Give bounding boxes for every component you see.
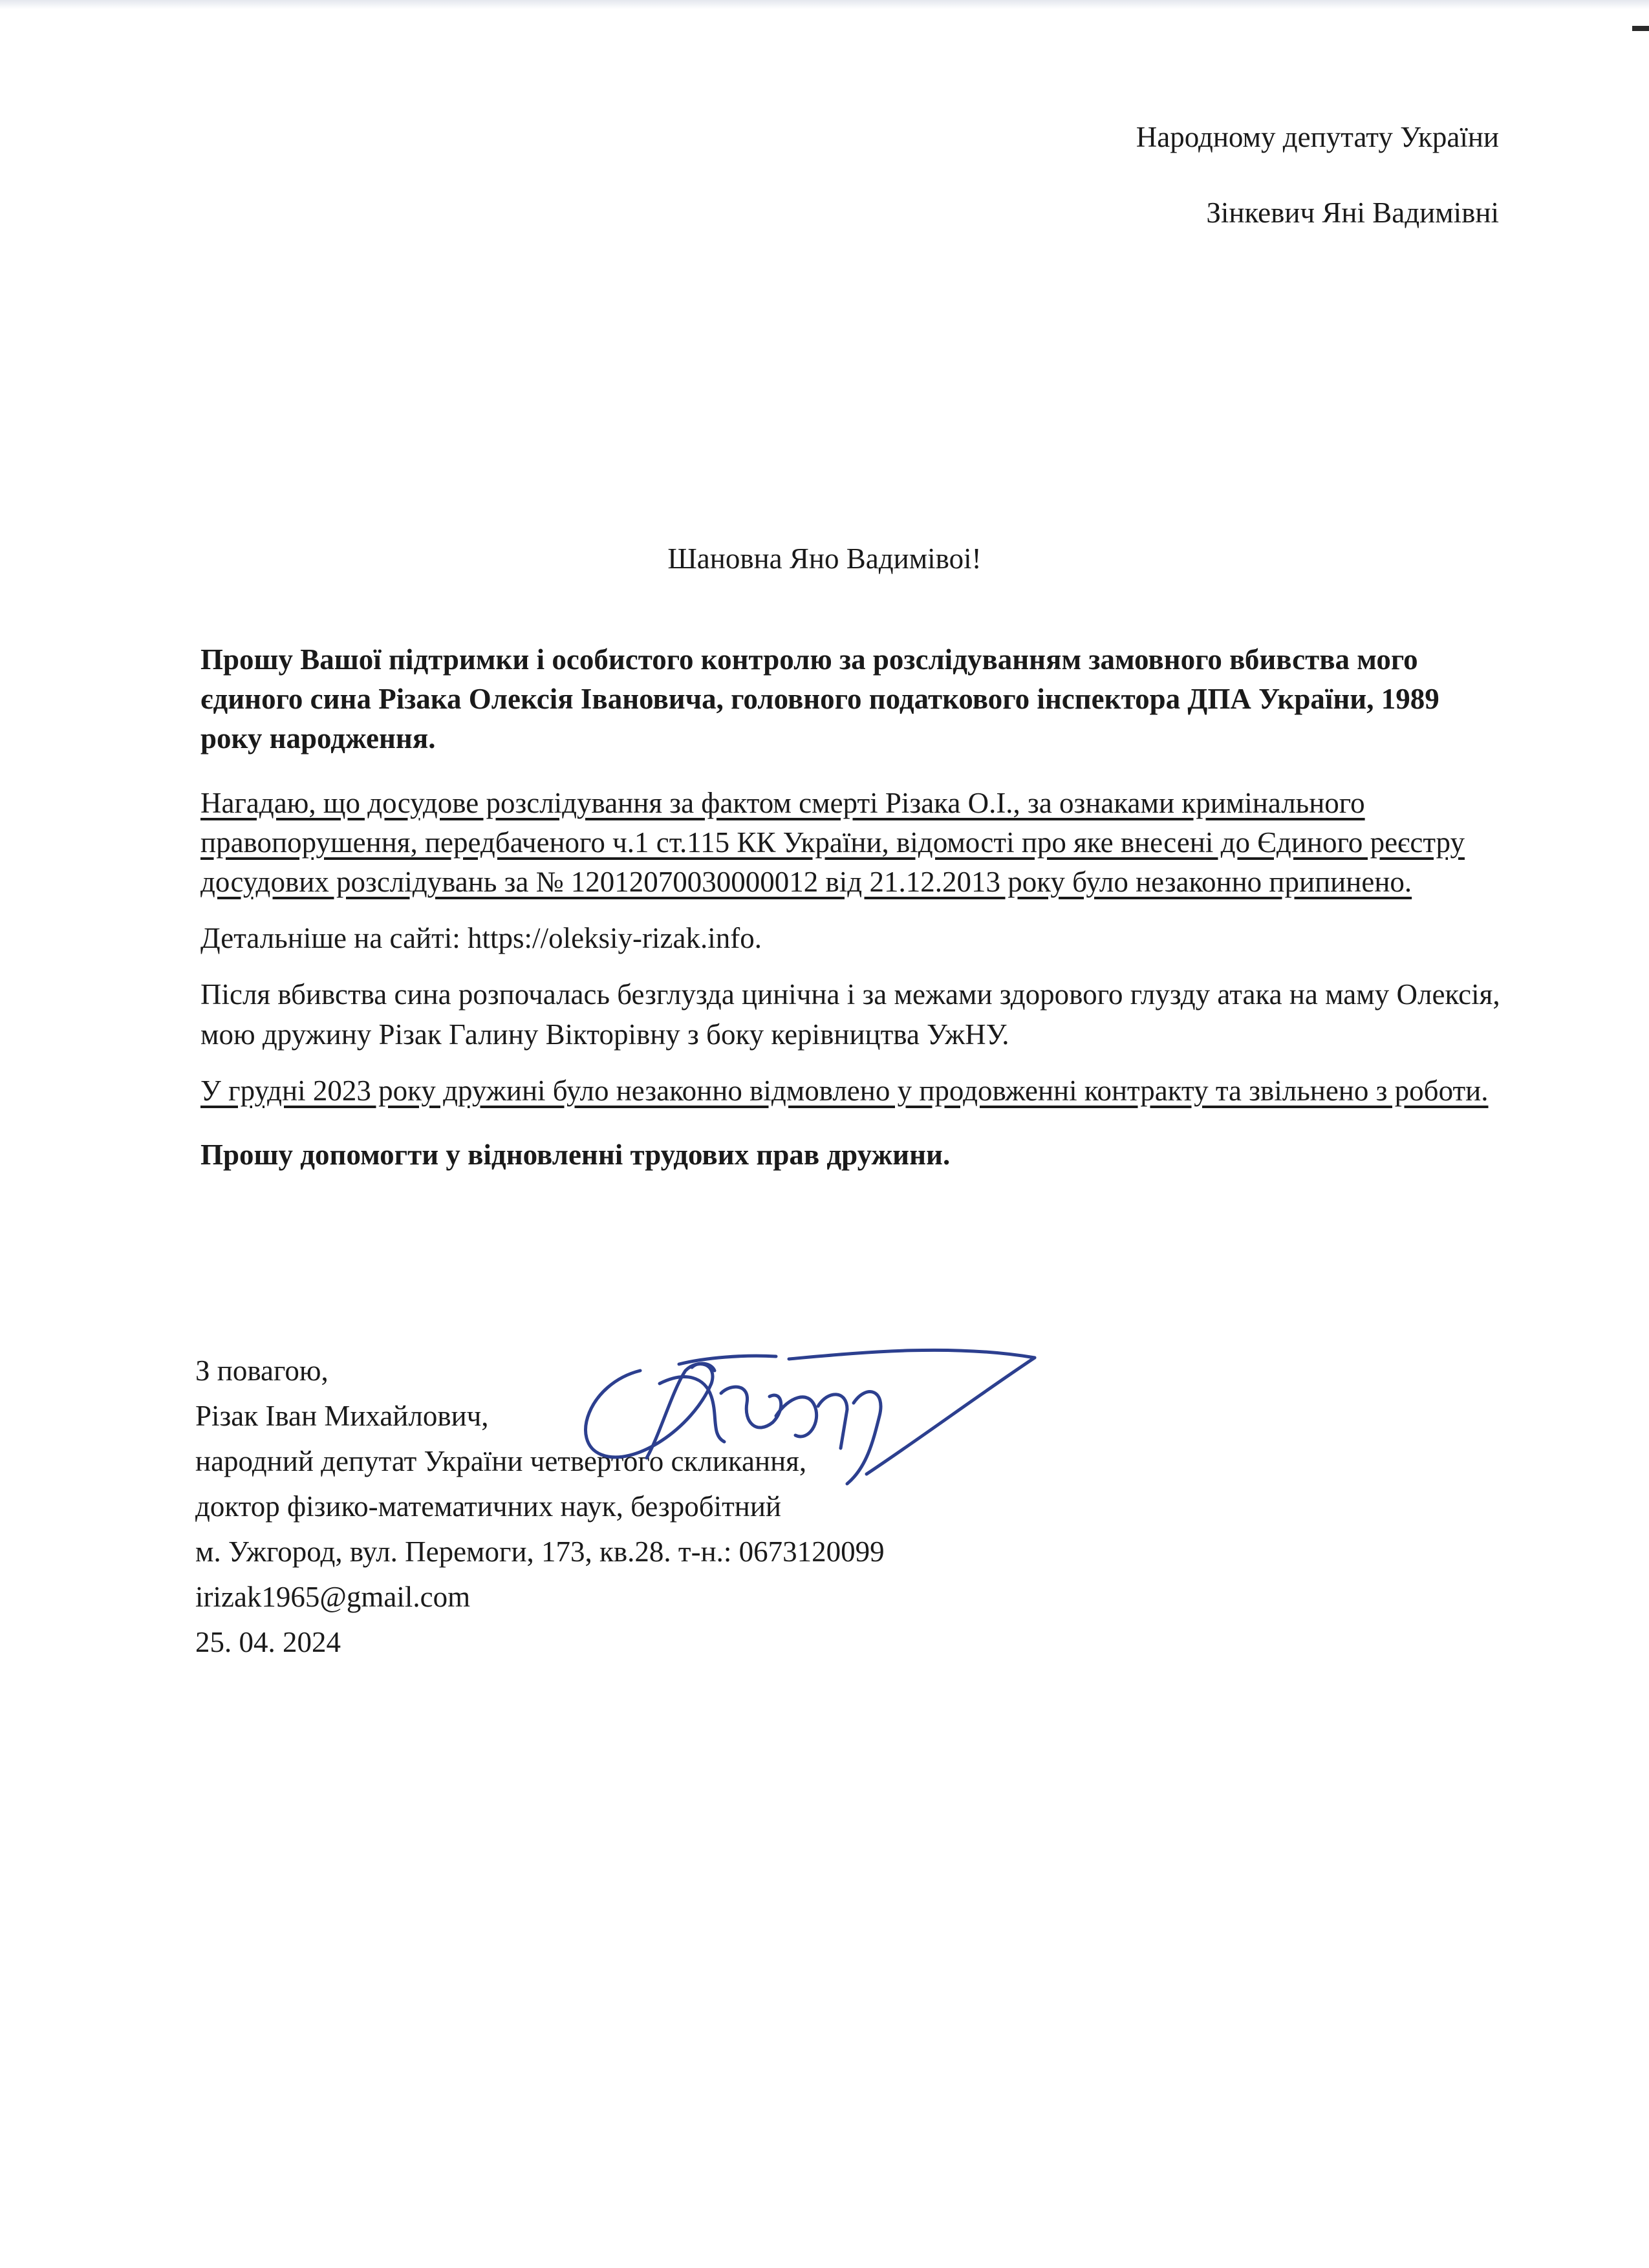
addressee-line-1: Народному депутату України — [1136, 121, 1499, 153]
closing-regards: З повагою, — [195, 1354, 329, 1387]
paragraph-final-request: Прошу допомогти у відновленні трудових прав дружини. — [200, 1138, 951, 1171]
salutation: Шановна Яно Вадимівоі! — [667, 542, 982, 575]
author-address: м. Ужгород, вул. Перемоги, 173, кв.28. т-н.: 0673120099 — [195, 1535, 885, 1568]
paragraph-website: Детальніше на сайті: https://oleksiy-rizak.info. — [200, 922, 762, 955]
addressee-line-2: Зінкевич Яні Вадимівні — [1206, 197, 1499, 229]
letter-date: 25. 04. 2024 — [195, 1626, 341, 1658]
author-name: Різак Іван Михайлович, — [195, 1400, 489, 1432]
letter-body — [200, 640, 1507, 1192]
paragraph-main-request: Прошу Вашої підтримки і особистого контролю за розслідуванням замовного вбивства мого єдиного сина Різака Олексія Івановича, головного податкового інспектора ДПА України, 1989 року народження. — [200, 643, 1439, 755]
paragraph-dismissal: У грудні 2023 року дружині було незаконно відмовлено у продовженні контракту та звільнено з роботи. — [200, 1074, 1489, 1107]
author-position: народний депутат України четвертого скликання, — [195, 1445, 807, 1477]
handwritten-signature — [563, 1345, 1041, 1500]
paragraph-attack: Після вбивства сина розпочалась безглузда цинічна і за межами здорового глузду атака на маму Олексія, мою дружину Різак Галину Вікторівну з боку керівництва УжНУ. — [200, 978, 1500, 1051]
paragraph-investigation: Нагадаю, що досудове розслідування за фактом смерті Різака О.І., за ознаками кримінального правопорушення, передбаченого ч.1 ст.115 КК України, відомості про яке внесені до Єдиного реєстру досудових розслідувань за № 12012070030000012 від 21.12.2013 року було незаконно припинено. — [200, 786, 1465, 898]
scan-mark — [1632, 26, 1649, 31]
author-email: irizak1965@gmail.com — [195, 1581, 471, 1613]
scan-top-edge — [0, 0, 1649, 9]
addressee-block — [1136, 123, 1499, 274]
author-degree: доктор фізико-математичних наук, безробітний — [195, 1490, 781, 1523]
